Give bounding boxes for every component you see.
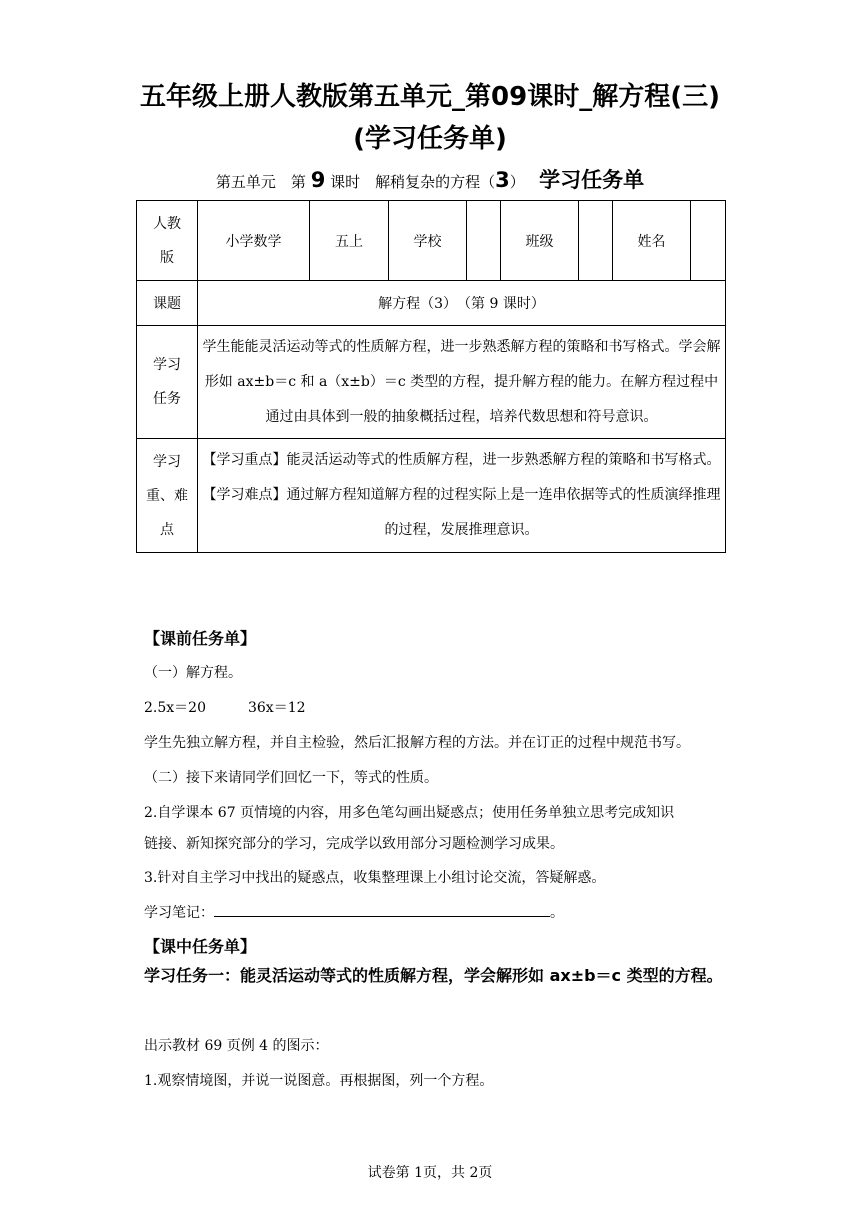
subtitle-lesson-number: 9 bbox=[310, 168, 326, 192]
key-points-text: 【学习重点】能灵活运动等式的性质解方程，进一步熟悉解方程的策略和书写格式。【学习难点】通过解方程知道解方程的过程实际上是一连串依据等式的性质演绎推理的过程，发展推理意识。 bbox=[198, 439, 726, 553]
subtitle-close-paren: ） bbox=[509, 173, 525, 191]
task-text: 学生能能灵活运动等式的性质解方程，进一步熟悉解方程的策略和书写格式。学会解形如 ax±b＝c 和 a（x±b）＝c 类型的方程，提升解方程的能力。在解方程过程中通过由具体到一般的抽象概括过程，培养代数思想和符号意识。 bbox=[198, 326, 726, 439]
learning-task-1: 学习任务一：能灵活运动等式的性质解方程，学会解形如 ax±b＝c 类型的方程。 bbox=[144, 966, 723, 985]
subtitle-task-sheet: 学习任务单 bbox=[539, 168, 645, 192]
document-title: 五年级上册人教版第五单元_第09课时_解方程(三) bbox=[140, 82, 720, 112]
school-label: 学校 bbox=[389, 201, 467, 281]
pre-equations bbox=[144, 697, 306, 717]
key-points-label: 学习 重、难 点 bbox=[137, 439, 198, 553]
table-row bbox=[137, 439, 726, 553]
table-row bbox=[137, 326, 726, 439]
name-field[interactable] bbox=[691, 201, 726, 281]
pre-p3: （二）接下来请同学们回忆一下，等式的性质。 bbox=[144, 770, 438, 786]
table-row bbox=[137, 201, 726, 281]
topic-value: 解方程（3） （第 9 课时） bbox=[198, 281, 726, 326]
class-label: 班级 bbox=[501, 201, 579, 281]
lesson-info-table bbox=[136, 200, 726, 553]
topic-label: 课题 bbox=[137, 281, 198, 326]
pre-p5: 3.针对自主学习中找出的疑惑点，收集整理课上小组讨论交流，答疑解惑。 bbox=[144, 870, 606, 886]
subject-cell: 小学数学 bbox=[198, 201, 310, 281]
notes-label: 学习笔记： bbox=[144, 905, 214, 921]
document-subtitle: (学习任务单) bbox=[353, 124, 507, 154]
in-class-p2: 1.观察情境图，并说一说图意。再根据图，列一个方程。 bbox=[144, 1073, 494, 1089]
table-row bbox=[137, 281, 726, 326]
class-field[interactable] bbox=[579, 201, 613, 281]
subtitle-unit: 第五单元 第 bbox=[215, 173, 306, 191]
study-notes bbox=[144, 902, 564, 922]
notes-end: 。 bbox=[550, 905, 564, 921]
in-class-p1: 出示教材 69 页例 4 的图示： bbox=[144, 1038, 329, 1054]
publisher-cell: 人教 版 bbox=[137, 201, 198, 281]
grade-cell: 五上 bbox=[310, 201, 389, 281]
school-field[interactable] bbox=[467, 201, 501, 281]
pre-p2: 学生先独立解方程，并自主检验，然后汇报解方程的方法。并在订正的过程中规范书写。 bbox=[144, 735, 690, 751]
notes-line[interactable] bbox=[214, 902, 550, 917]
page-footer: 试卷第 1页，共 2页 bbox=[367, 1165, 493, 1181]
pre-p4b: 链接、新知探究部分的学习，完成学以致用部分习题检测学习成果。 bbox=[144, 836, 564, 852]
task-label: 学习 任务 bbox=[137, 326, 198, 439]
subtitle-topic-number: 3 bbox=[495, 168, 510, 192]
subtitle-topic: 课时 解稍复杂的方程（ bbox=[330, 173, 496, 191]
lesson-subtitle bbox=[0, 164, 860, 194]
name-label: 姓名 bbox=[613, 201, 691, 281]
pre-p1: （一）解方程。 bbox=[144, 665, 242, 681]
pre-class-heading: 【课前任务单】 bbox=[144, 629, 257, 648]
equation-2: 36x＝12 bbox=[247, 700, 306, 716]
pre-p4a: 2.自学课本 67 页情境的内容，用多色笔勾画出疑惑点；使用任务单独立思考完成知识 bbox=[144, 805, 675, 821]
in-class-heading: 【课中任务单】 bbox=[144, 937, 257, 956]
equation-1: 2.5x＝20 bbox=[144, 700, 206, 716]
